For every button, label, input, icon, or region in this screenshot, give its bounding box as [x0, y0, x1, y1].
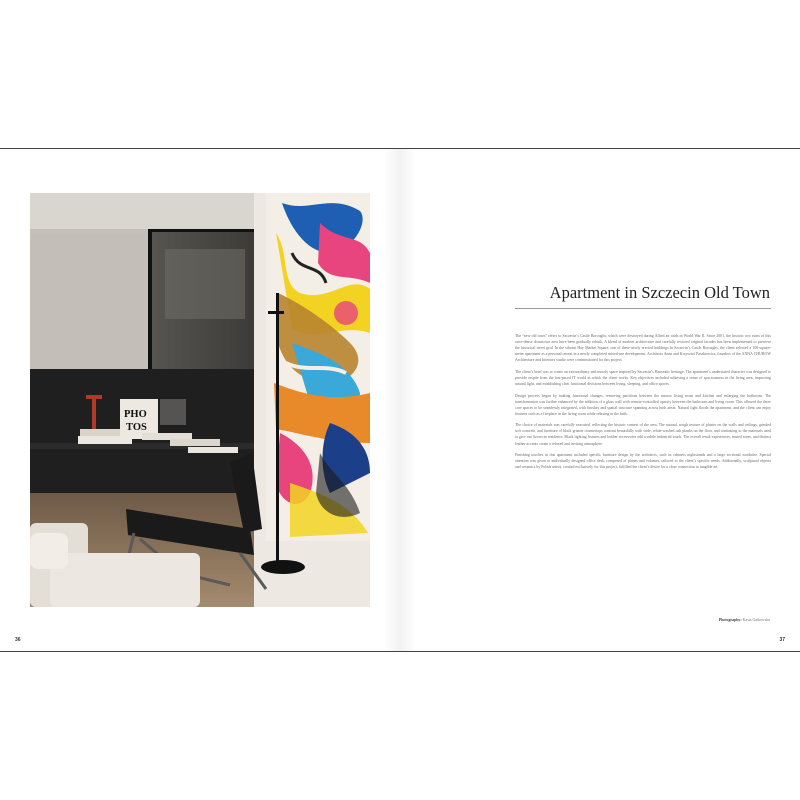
interior-photo — [30, 193, 370, 607]
magazine-spread — [0, 148, 800, 652]
paragraph: The client’s brief was to create an extraordinary and moody space inspired by Szczecin’s Hanseatic heritage. The apartment’s understated character was designed to provide respite from the fast-paced IT world in which the client works. Key objectives included achieving a sense of spaciousness in the living area, improving natural light, and establishing clear functional divisions between living, sleeping, and office spaces. — [515, 369, 771, 387]
article-title: Apartment in Szczecin Old Town — [549, 283, 770, 302]
gutter-shadow — [384, 149, 416, 651]
page-number-right: 37 — [779, 637, 785, 643]
svg-text:PHO: PHO — [124, 409, 147, 420]
svg-text:TOS: TOS — [126, 422, 147, 433]
photo-credit — [719, 618, 770, 622]
photo-credit-label: Photography: — [718, 618, 742, 622]
paragraph: The choice of materials was carefully executed, reflecting the historic context of the area. The natural, rough texture of plaster on the walls and ceilings, grinded soft concrete, and furniture of black granite countertops contrast beautifully with wide, white-washed oak planks on the floor, and continuing to the materials used to give our Szczecin residence. Black lighting fixtures and leather accessories add a subtle industrial touch. The overall result experiences, muted tones, and distinct leather accents create a relaxed and inviting atmosphere. — [515, 423, 771, 446]
paragraph: Finishing touches in this apartment included specific furniture design by the architects, such as cabinets nightstands and a large sectional wardrobe. Special attention was given to individually designed office desk, composed of planes and volumes, tailored to the client’s specific needs. Additionally, sculptural objects and ceramics by Polish artists, created exclusively for this project, fulfilled the client’s desire for a close connection to tangible art. — [515, 453, 771, 470]
paragraph: Design process began by making functional changes, removing partitions between the narrow living room and kitchen and enlarging the bathroom. The transformation was further enhanced by the addition of a glass wall with remote-controlled opacity between the bathroom and living room. This allowed the three core spaces to be seamlessly integrated, with finishes and spatial structure spanning across both areas. Natural light floods the apartment, and the client can enjoy features such as a fireplace in the living room while relaxing in the bath. — [515, 393, 771, 416]
article-body — [515, 333, 771, 476]
interior-photo-illustration — [30, 193, 370, 607]
paragraph: The “new old town” refers to Szczecin’s Castle Boroughs, which were destroyed during Allied air raids in World War II. Since 2001, the historic row ruins of this once-dense downtown area have been gradually rebuilt. A blend of modern architecture and carefully restored original facades has been implemented to preserve the historical street grid. In the vibrant Hay Market Square, one of these newly erected buildings in Szczecin’s Castle Boroughs, the client selected a 100-square-meter apartment as a personal retreat in a newly completed mixed-use development. Architects Anna and Krzysztof Paszkiewicz, founders of the ANNA CHUROW Architecture and Interiors studio were commissioned for this project. — [515, 334, 771, 363]
page-number-left: 36 — [15, 637, 21, 643]
abstract-artwork — [270, 197, 370, 537]
title-rule — [515, 308, 771, 309]
photo-credit-name: Kasia Gatkowska — [742, 618, 770, 622]
